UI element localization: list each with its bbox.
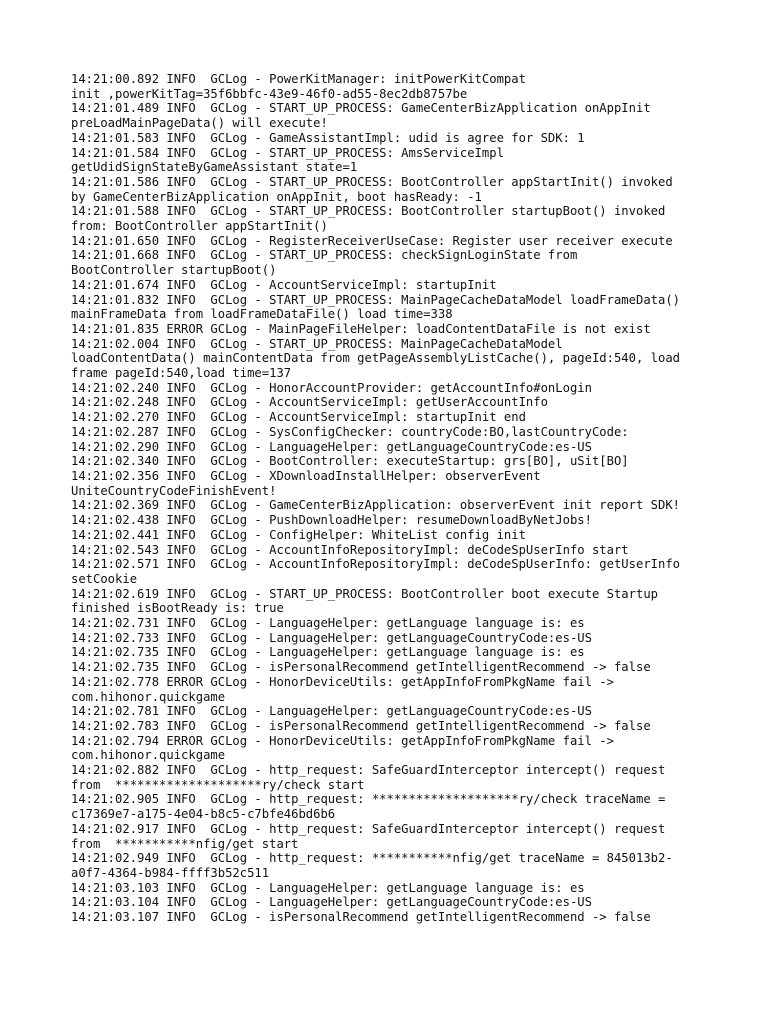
log-line: 14:21:01.584 INFO GCLog - START_UP_PROCESS: AmsServiceImpl	[71, 145, 504, 160]
log-line: 14:21:01.835 ERROR GCLog - MainPageFileHelper: loadContentDataFile is not exist	[71, 321, 651, 336]
log-line: 14:21:01.489 INFO GCLog - START_UP_PROCESS: GameCenterBizApplication onAppInit	[71, 101, 651, 116]
log-line: 14:21:01.668 INFO GCLog - START_UP_PROCESS: checkSignLoginState from	[71, 248, 578, 263]
log-line: 14:21:01.674 INFO GCLog - AccountServiceImpl: startupInit	[71, 277, 497, 292]
log-line: 14:21:02.731 INFO GCLog - LanguageHelper: getLanguage language is: es	[71, 616, 585, 631]
log-line: 14:21:02.619 INFO GCLog - START_UP_PROCESS: BootController boot execute Startup	[71, 586, 658, 601]
log-line: 14:21:02.905 INFO GCLog - http_request: ********************ry/check traceName =	[71, 792, 666, 807]
log-line: com.hihonor.quickgame	[71, 748, 226, 763]
log-line: 14:21:01.583 INFO GCLog - GameAssistantImpl: udid is agree for SDK: 1	[71, 130, 585, 145]
log-line: 14:21:02.778 ERROR GCLog - HonorDeviceUtils: getAppInfoFromPkgName fail ->	[71, 674, 614, 689]
log-line: finished isBootReady is: true	[71, 601, 284, 616]
log-line: 14:21:02.356 INFO GCLog - XDownloadInstallHelper: observerEvent	[71, 468, 541, 483]
log-line: 14:21:02.571 INFO GCLog - AccountInfoRepositoryImpl: deCodeSpUserInfo: getUserInfo	[71, 557, 681, 572]
log-line: 14:21:02.441 INFO GCLog - ConfigHelper: WhiteList config init	[71, 527, 526, 542]
log-line: 14:21:02.240 INFO GCLog - HonorAccountProvider: getAccountInfo#onLogin	[71, 380, 592, 395]
log-line: 14:21:02.340 INFO GCLog - BootController: executeStartup: grs[BO], uSit[BO]	[71, 454, 629, 469]
log-line: 14:21:02.004 INFO GCLog - START_UP_PROCESS: MainPageCacheDataModel	[71, 336, 563, 351]
log-line: 14:21:02.917 INFO GCLog - http_request: SafeGuardInterceptor intercept() request	[71, 821, 666, 836]
log-line: loadContentData() mainContentData from getPageAssemblyListCache(), pageId:540, load	[71, 351, 681, 366]
log-line: mainFrameData from loadFrameDataFile() load time=338	[71, 307, 453, 322]
log-line: 14:21:03.107 INFO GCLog - isPersonalRecommend getIntelligentRecommend -> false	[71, 910, 651, 925]
log-line: 14:21:01.588 INFO GCLog - START_UP_PROCESS: BootController startupBoot() invoked	[71, 204, 666, 219]
log-line: preLoadMainPageData() will execute!	[71, 116, 328, 131]
log-line: 14:21:02.369 INFO GCLog - GameCenterBizApplication: observerEvent init report SDK!	[71, 498, 681, 513]
log-line: 14:21:02.783 INFO GCLog - isPersonalRecommend getIntelligentRecommend -> false	[71, 718, 651, 733]
log-line: frame pageId:540,load time=137	[71, 366, 292, 381]
log-line: 14:21:02.270 INFO GCLog - AccountServiceImpl: startupInit end	[71, 410, 526, 425]
log-line: 14:21:00.892 INFO GCLog - PowerKitManager: initPowerKitCompat	[71, 72, 526, 86]
log-line: a0f7-4364-b984-ffff3b52c511	[71, 865, 270, 880]
log-line: 14:21:02.781 INFO GCLog - LanguageHelper: getLanguageCountryCode:es-US	[71, 704, 592, 719]
log-line: com.hihonor.quickgame	[71, 689, 226, 704]
log-line: from: BootController appStartInit()	[71, 219, 328, 234]
log-line: 14:21:02.735 INFO GCLog - isPersonalRecommend getIntelligentRecommend -> false	[71, 660, 651, 675]
log-line: c17369e7-a175-4e04-b8c5-c7bfe46bd6b6	[71, 807, 336, 822]
log-line: 14:21:02.733 INFO GCLog - LanguageHelper: getLanguageCountryCode:es-US	[71, 630, 592, 645]
log-line: 14:21:02.882 INFO GCLog - http_request: SafeGuardInterceptor intercept() request	[71, 763, 666, 778]
log-line: UniteCountryCodeFinishEvent!	[71, 483, 277, 498]
log-line: 14:21:02.949 INFO GCLog - http_request: ***********nfig/get traceName = 845013b2-	[71, 851, 673, 866]
log-line: BootController startupBoot()	[71, 263, 277, 278]
log-line: 14:21:02.794 ERROR GCLog - HonorDeviceUtils: getAppInfoFromPkgName fail ->	[71, 733, 614, 748]
log-document	[71, 72, 711, 925]
log-line: 14:21:02.290 INFO GCLog - LanguageHelper: getLanguageCountryCode:es-US	[71, 439, 592, 454]
log-line: 14:21:01.650 INFO GCLog - RegisterReceiverUseCase: Register user receiver execute	[71, 233, 673, 248]
log-line: 14:21:02.735 INFO GCLog - LanguageHelper: getLanguage language is: es	[71, 645, 585, 660]
log-line: from ********************ry/check start	[71, 777, 365, 792]
log-line: 14:21:03.103 INFO GCLog - LanguageHelper: getLanguage language is: es	[71, 880, 585, 895]
log-line: init ,powerKitTag=35f6bbfc-43e9-46f0-ad55-8ec2db8757be	[71, 86, 468, 101]
log-line: setCookie	[71, 571, 138, 586]
log-line: from ***********nfig/get start	[71, 836, 299, 851]
log-line: 14:21:01.586 INFO GCLog - START_UP_PROCESS: BootController appStartInit() invoked	[71, 174, 673, 189]
log-line: 14:21:02.543 INFO GCLog - AccountInfoRepositoryImpl: deCodeSpUserInfo start	[71, 542, 629, 557]
log-line: 14:21:01.832 INFO GCLog - START_UP_PROCESS: MainPageCacheDataModel loadFrameData()	[71, 292, 681, 307]
log-line: 14:21:03.104 INFO GCLog - LanguageHelper: getLanguageCountryCode:es-US	[71, 895, 592, 910]
log-line: by GameCenterBizApplication onAppInit, boot hasReady: -1	[71, 189, 482, 204]
log-line: 14:21:02.287 INFO GCLog - SysConfigChecker: countryCode:BO,lastCountryCode:	[71, 424, 629, 439]
log-line: 14:21:02.248 INFO GCLog - AccountServiceImpl: getUserAccountInfo	[71, 395, 548, 410]
log-line: 14:21:02.438 INFO GCLog - PushDownloadHelper: resumeDownloadByNetJobs!	[71, 513, 592, 528]
log-line: getUdidSignStateByGameAssistant state=1	[71, 160, 358, 175]
